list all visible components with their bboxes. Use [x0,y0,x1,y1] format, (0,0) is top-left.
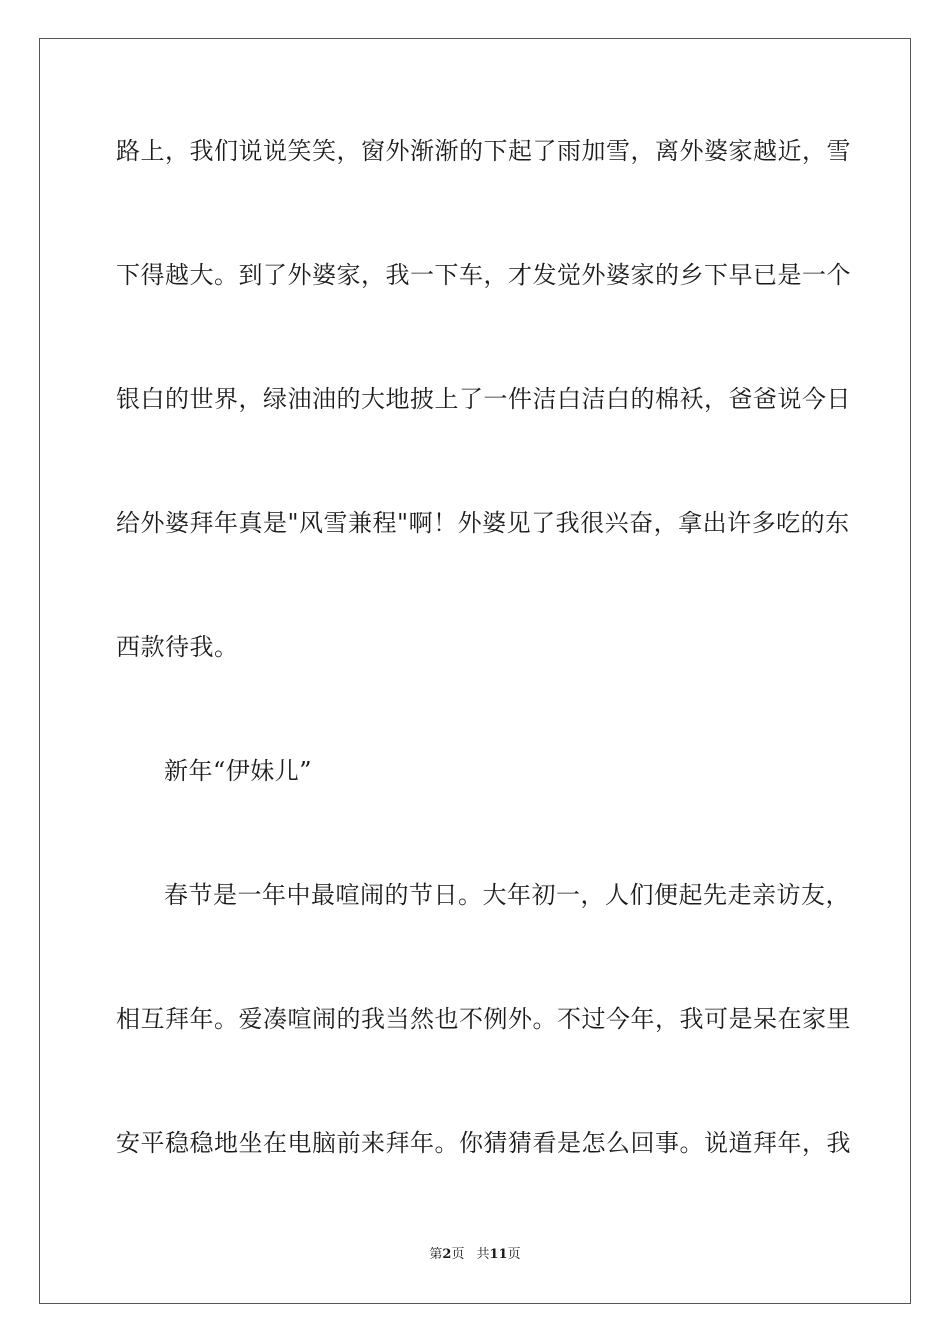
paragraph-line-3: 安平稳稳地坐在电脑前来拜年。你猜猜看是怎么回事。说道拜年，我 [116,1129,851,1157]
total-pages: 11 [489,1247,508,1262]
page-suffix: 页 [451,1247,465,1262]
total-suffix: 页 [507,1247,521,1262]
total-prefix: 共 [476,1247,490,1262]
paragraph-line-2: 相互拜年。爱凑喧闹的我当然也不例外。不过今年，我可是呆在家里 [116,1005,851,1033]
page-prefix: 第 [429,1247,443,1262]
page-border [39,38,911,1304]
body-text-line-4: 给外婆拜年真是"风雪兼程"啊！外婆见了我很兴奋，拿出许多吃的东 [116,509,850,537]
page-footer [0,1246,950,1264]
body-text-line-5: 西款待我。 [116,633,239,661]
body-text-line-3: 银白的世界，绿油油的大地披上了一件洁白洁白的棉袄，爸爸说今日 [116,385,851,413]
paragraph-line-1: 春节是一年中最喧闹的节日。大年初一，人们便起先走亲访友， [164,881,850,909]
body-text-line-1: 路上，我们说说笑笑，窗外渐渐的下起了雨加雪，离外婆家越近，雪 [116,137,851,165]
body-text-line-2: 下得越大。到了外婆家，我一下车，才发觉外婆家的乡下早已是一个 [116,261,851,289]
section-heading: 新年“伊妹儿” [164,757,313,785]
page-number: 2 [442,1247,452,1262]
